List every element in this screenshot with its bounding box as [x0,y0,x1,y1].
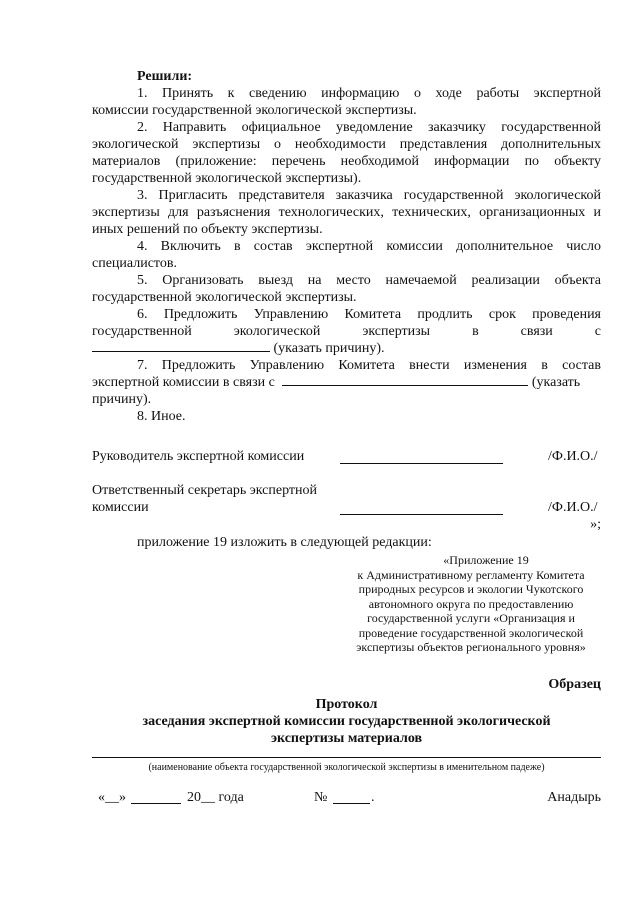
appendix-header-line-4: автономного округа по предоставлению [368,596,574,611]
decision-item-3-cont: экспертизы для разъяснения технологических, технических, организационных и иных решений по объекту экспертизы. [92,205,601,237]
decision-item-5-lead: 5. Организовать выезд на место намечаемой реализации объекта [137,273,601,288]
date-year: 20__ года [187,790,244,805]
appendix-header-line-1: «Приложение 19 [443,553,529,567]
decision-item-7-cont: экспертной комиссии в связи с [92,375,275,390]
closing-quote: »; [590,517,601,532]
document-page: Решили: 1. Принять к сведению информацию о ходе работы экспертной комиссии государственной экологической экспертизы. 2. Направить официальное уведомление заказчику государственной экологической экспертизы о необходимости представления дополнительных материалов (приложение: перечень необходимой информации по объекту государственной экологической экспертизы). 3. Пригласить представителя заказчика государственной экологической экспертизы для разъяснения технологических, технических, организационных и иных решений по объекту экспертизы. 4. Включить в состав экспертной комиссии дополнительное число специалистов. 5. Организовать выезд на место намечаемой реализации объекта государственной экологической экспертизы. 6. Предложить Управлению Комитета продлить срок проведения государственной экологической экспертизы в связи с (указать причину). 7. Предложить Управлению Комитета внести изменения в состав экспертной комиссии в связи с (указать причину). 8. Иное. Руководитель экспертной комиссии /Ф.И.О./ Ответственный секретарь экспертной комиссии /Ф.И.О./ »; приложение 19 изложить в следующей редакции: «Приложение 19 к Административному регламенту Комитета природных ресурсов и экологии Чукотского автономного округа по предоставлению государственной услуги «Организация и проведение государственной экологической экспертизы объектов регионального уровня» Образец Протокол заседания экспертной комиссии государственной экологической экспертизы материалов (наименование объекта государственной экологической экспертизы в именительном падеже) «__» 20__ года № . Анадырь [0,0,640,905]
reason-blank-line [92,351,270,352]
decision-item-4-lead: 4. Включить в состав экспертной комиссии дополнительное число [137,239,601,254]
decision-item-6-tail: (указать причину). [273,341,385,356]
secretary-label-line-2: комиссии [92,500,149,515]
decision-item-2-lead: 2. Направить официальное уведомление заказчику государственной [137,120,601,135]
appendix-header [330,553,612,655]
decision-item-1-lead: 1. Принять к сведению информацию о ходе работы экспертной [137,86,601,101]
secretary-label-line-1: Ответственный секретарь экспертной [92,483,318,498]
sample-label: Образец [548,677,601,692]
decision-heading: Решили: [137,69,193,84]
decision-item-5-cont: государственной экологической экспертизы. [92,290,357,305]
secretary-fio: /Ф.И.О./ [548,500,598,515]
reason-blank-line-2 [282,385,528,386]
secretary-signature-line [340,514,503,515]
appendix-header-line-7: экспертизы объектов регионального уровня» [356,640,586,654]
head-signature-line [340,463,503,464]
appendix-header-line-6: проведение государственной экологической [358,625,584,640]
protocol-subtitle-line-1: заседания экспертной комиссии государственной экологической [142,714,551,729]
date-day: «__» [98,790,126,805]
protocol-number-sign: № [314,790,328,805]
decision-item-7-tail1: (указать [531,375,581,390]
decision-item-6-lead: 6. Предложить Управлению Комитета продлить срок проведения [137,307,601,322]
protocol-title: Протокол [315,697,378,712]
decision-item-7-lead: 7. Предложить Управлению Комитета внести изменения в состав [137,358,601,373]
appendix-header-line-2: к Административному регламенту Комитета [357,567,585,582]
decision-item-3-lead: 3. Пригласить представителя заказчика государственной экологической [137,188,601,203]
protocol-subtitle-line-2: экспертизы материалов [270,731,423,746]
decision-item-8: 8. Иное. [137,409,186,424]
head-fio: /Ф.И.О./ [548,449,598,464]
appendix-header-line-5: государственной услуги «Организация и [367,611,575,625]
decision-item-2-cont: экологической экспертизы о необходимости представления дополнительных материалов (приложение: перечень необходимой информации по объекту государственной экологической экспертизы). [92,137,601,186]
object-name-caption: (наименование объекта государственной экологической экспертизы в именительном падеже) [148,762,545,773]
decision-item-7-line [92,374,601,391]
appendix-header-line-3: природных ресурсов и экологии Чукотского [358,582,584,596]
date-month-blank [131,789,181,804]
amendment-text: приложение 19 изложить в следующей редакции: [137,535,432,550]
head-of-commission-label: Руководитель экспертной комиссии [92,449,305,464]
decision-item-7-tail2: причину). [92,392,152,407]
decision-item-6-cont: государственной экологической экспертизы в связи с [92,324,601,339]
decision-item-4-cont: специалистов. [92,256,177,271]
city-name: Анадырь [547,790,601,805]
protocol-number-blank [333,789,370,804]
object-name-line [92,757,601,758]
decision-item-6-tail-line [92,340,601,357]
decision-item-1-cont: комиссии государственной экологической экспертизы. [92,103,417,118]
